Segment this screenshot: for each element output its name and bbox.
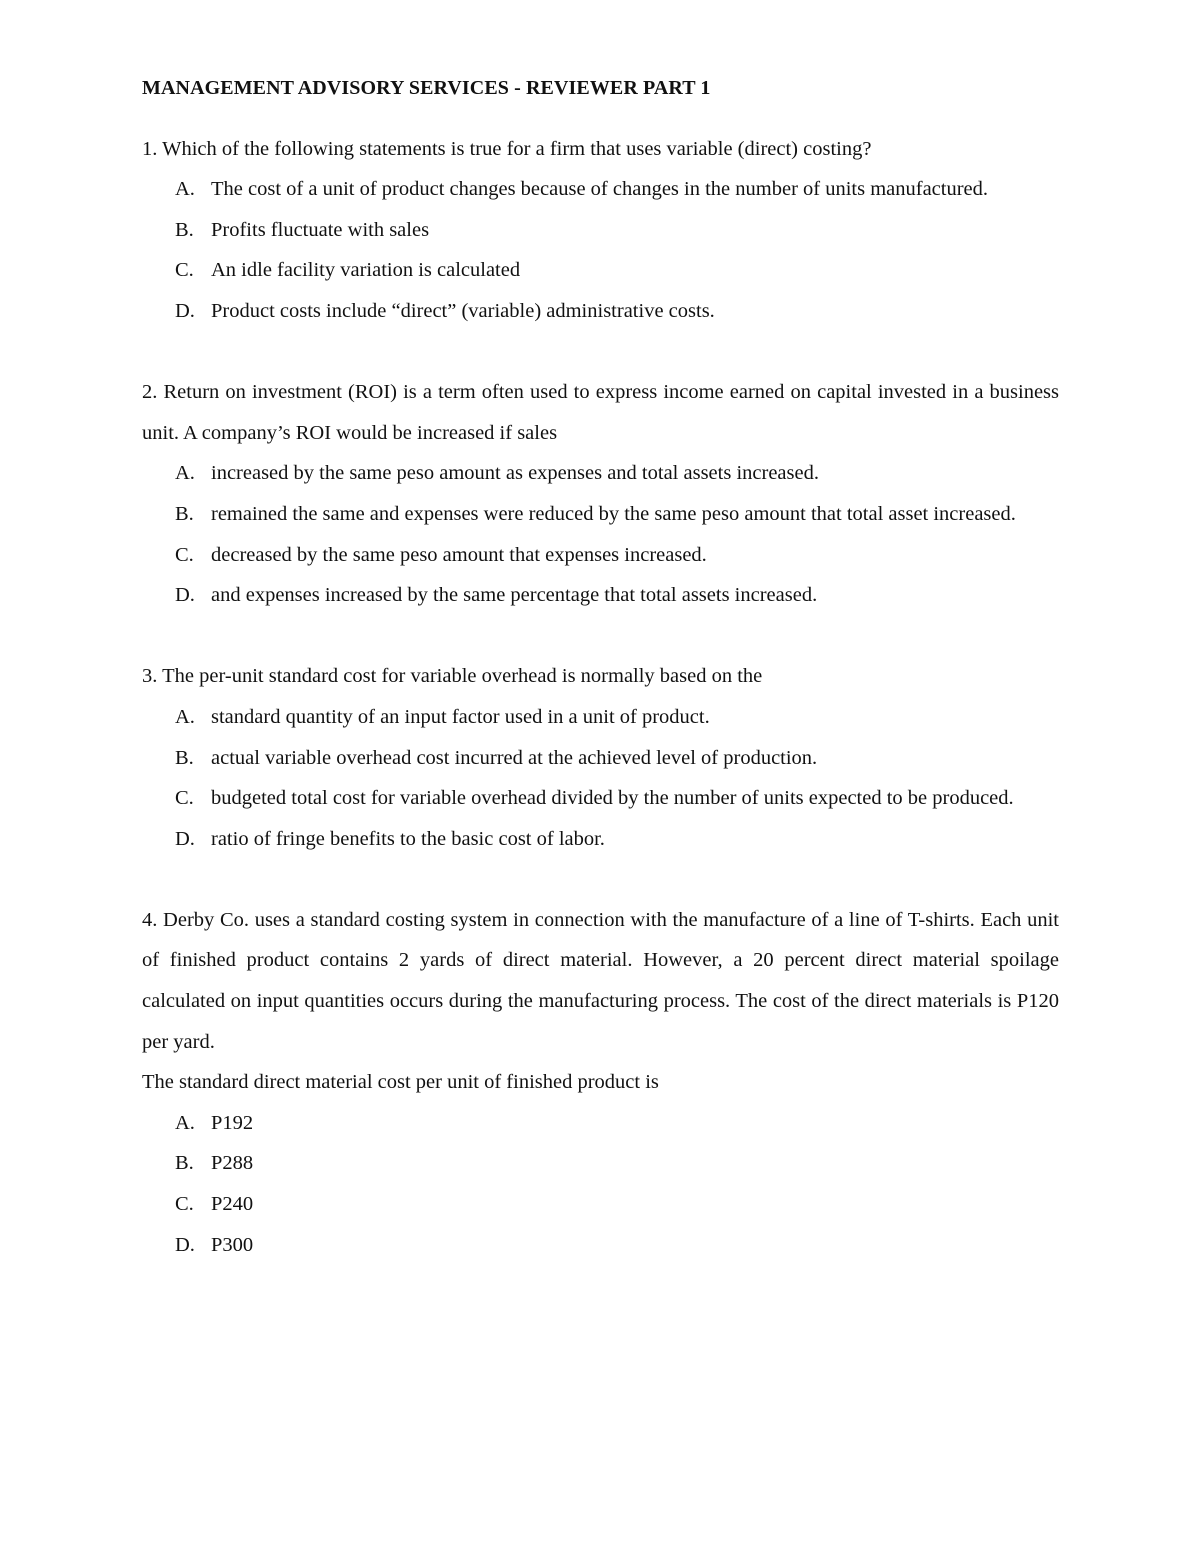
option-text: The cost of a unit of product changes because of changes in the number of units manufactured.	[211, 178, 989, 201]
option-4b	[142, 1143, 1059, 1184]
question-4-subtext: The standard direct material cost per unit of finished product is	[142, 1071, 659, 1094]
option-letter: D.	[175, 584, 195, 607]
option-letter: A.	[175, 178, 195, 201]
option-text: ratio of fringe benefits to the basic cost of labor.	[211, 827, 605, 850]
option-1d	[142, 291, 1059, 332]
option-3a	[142, 697, 1059, 738]
question-3	[142, 656, 1059, 859]
spacer	[142, 859, 1059, 900]
option-3d	[142, 819, 1059, 860]
question-4-text: 4. Derby Co. uses a standard costing system in connection with the manufacture of a line of T-shirts. Each unit of finished product contains 2 yards of direct material. However, a 20 percent direct material spoilage calculated on input quantities occurs during the manufacturing process. The cost of the direct materials is P120 per yard.	[142, 908, 1059, 1053]
option-2c	[142, 535, 1059, 576]
question-3-text: 3. The per-unit standard cost for variable overhead is normally based on the	[142, 665, 763, 688]
document-title: MANAGEMENT ADVISORY SERVICES - REVIEWER PART 1	[142, 77, 711, 99]
option-letter: A.	[175, 462, 195, 485]
question-2-text: 2. Return on investment (ROI) is a term often used to express income earned on capital invested in a business unit. A company’s ROI would be increased if sales	[142, 381, 1059, 444]
option-letter: A.	[175, 705, 195, 728]
option-letter: B.	[175, 1152, 194, 1175]
option-letter: D.	[175, 827, 195, 850]
option-2a	[142, 453, 1059, 494]
option-letter: B.	[175, 502, 194, 525]
option-text: standard quantity of an input factor used in a unit of product.	[211, 705, 710, 728]
question-1-text: 1. Which of the following statements is true for a firm that uses variable (direct) costing?	[142, 137, 872, 160]
question-2	[142, 372, 1059, 616]
option-letter: C.	[175, 787, 194, 810]
option-text: budgeted total cost for variable overhead divided by the number of units expected to be produced.	[211, 787, 1014, 810]
option-text: decreased by the same peso amount that expenses increased.	[211, 543, 707, 566]
document-page	[142, 68, 1059, 1265]
option-2b	[142, 494, 1059, 535]
option-4a	[142, 1103, 1059, 1144]
question-1	[142, 129, 1059, 332]
option-text: and expenses increased by the same percentage that total assets increased.	[211, 584, 818, 607]
question-4	[142, 900, 1059, 1265]
question-1-options	[142, 169, 1059, 331]
option-1b	[142, 210, 1059, 251]
option-1a	[142, 169, 1059, 210]
option-letter: C.	[175, 259, 194, 282]
option-letter: B.	[175, 218, 194, 241]
question-3-options	[142, 697, 1059, 859]
question-2-options	[142, 453, 1059, 615]
option-1c	[142, 250, 1059, 291]
option-2d	[142, 575, 1059, 616]
option-letter: D.	[175, 1233, 195, 1256]
option-text: increased by the same peso amount as expenses and total assets increased.	[211, 462, 819, 485]
option-text: remained the same and expenses were reduced by the same peso amount that total asset increased.	[211, 502, 1016, 525]
option-letter: D.	[175, 299, 195, 322]
option-letter: C.	[175, 543, 194, 566]
option-text: P300	[211, 1233, 254, 1256]
option-letter: A.	[175, 1111, 195, 1134]
option-letter: B.	[175, 746, 194, 769]
option-text: An idle facility variation is calculated	[211, 259, 521, 282]
option-3b	[142, 738, 1059, 779]
option-4d	[142, 1225, 1059, 1266]
option-4c	[142, 1184, 1059, 1225]
spacer	[142, 332, 1059, 373]
option-letter: C.	[175, 1193, 194, 1216]
option-text: Product costs include “direct” (variable) administrative costs.	[211, 299, 715, 322]
option-text: P240	[211, 1193, 254, 1216]
option-text: actual variable overhead cost incurred at the achieved level of production.	[211, 746, 818, 769]
option-text: Profits fluctuate with sales	[211, 218, 430, 241]
spacer	[142, 616, 1059, 657]
question-4-options	[142, 1103, 1059, 1265]
option-text: P192	[211, 1111, 254, 1134]
option-text: P288	[211, 1152, 254, 1175]
option-3c	[142, 778, 1059, 819]
